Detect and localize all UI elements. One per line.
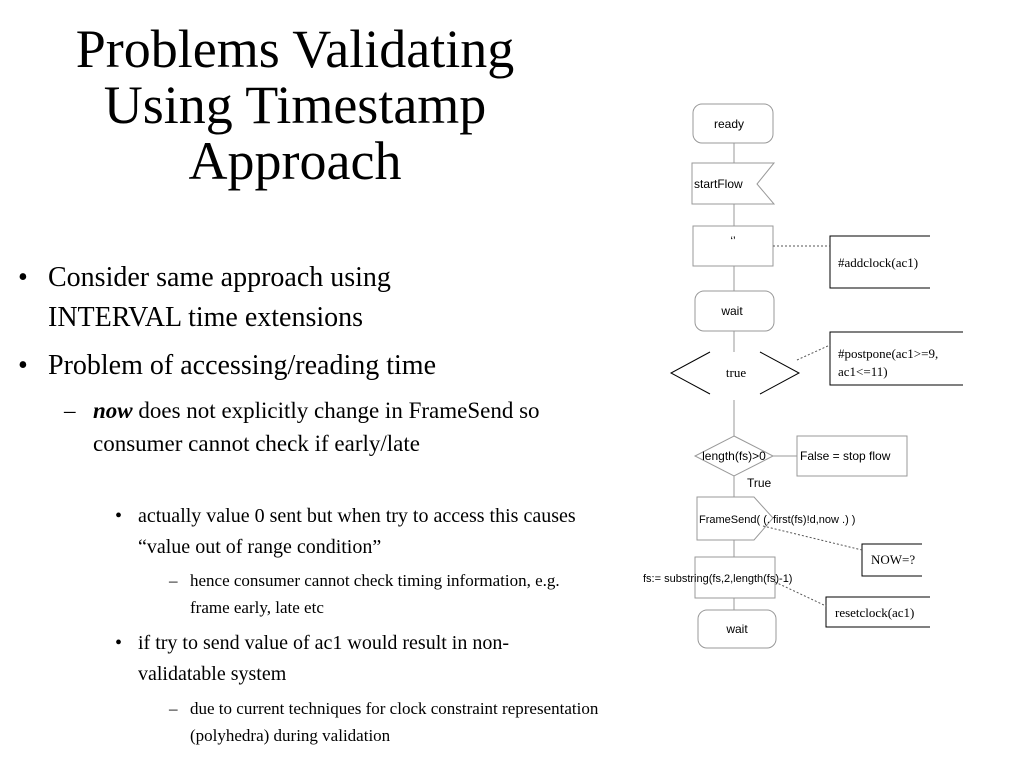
bullet-text: actually value 0 sent but when try to access this causes “value out of range condition” (138, 505, 576, 558)
bullet-text: hence consumer cannot check timing information, e.g. frame early, late etc (190, 571, 560, 617)
bullet-marker: – (169, 571, 178, 590)
true-branch-label: True (747, 476, 772, 490)
startflow-label: startFlow (694, 177, 743, 191)
decision-right-bracket (760, 352, 799, 394)
bullet-text: if try to send value of ac1 would result in non-validatable system (138, 632, 510, 685)
bullet-text: Problem of accessing/reading time (48, 350, 436, 381)
postpone-connector (797, 345, 830, 360)
task-quotes: ‘’ (730, 234, 736, 248)
title-line-1: Problems Validating (75, 19, 515, 79)
title-line-3: Approach (188, 131, 402, 191)
bullet-text: Consider same approach using INTERVAL time extensions (48, 262, 391, 333)
resetclock-connector (775, 582, 826, 606)
wait2-label: wait (726, 622, 748, 636)
bullet-marker: • (18, 262, 28, 293)
subbullet-marker: – (64, 398, 76, 423)
decision-left-bracket (671, 352, 710, 394)
postpone-note-line2: ac1<=11) (838, 364, 888, 379)
decision-true-label: true (725, 365, 747, 380)
ready-label: ready (713, 117, 745, 131)
title-line-2: Using Timestamp (103, 75, 487, 135)
now-rest: does not explicitly change in FrameSend so consumer cannot check if early/late (93, 398, 540, 456)
now-note: NOW=? (871, 552, 916, 567)
bullet-marker: • (18, 350, 28, 381)
framesend-label: FrameSend( (. first(fs)!d,now .) ) (699, 514, 856, 526)
now-emphasis: now (93, 398, 133, 423)
now-connector (763, 526, 862, 550)
assign-label: fs:= substring(fs,2,length(fs)-1) (643, 573, 793, 585)
postpone-note-line1: #postpone(ac1>=9, (838, 346, 939, 361)
addclock-note: #addclock(ac1) (838, 255, 919, 270)
bullet-marker: • (115, 505, 123, 527)
false-stop-label: False = stop flow (800, 449, 891, 463)
bullet-marker: • (115, 632, 123, 654)
bullet-marker: – (169, 699, 178, 718)
resetclock-note: resetclock(ac1) (835, 605, 915, 620)
length-decision-label: length(fs)>0 (702, 449, 766, 463)
bullet-text: due to current techniques for clock constraint representation (polyhedra) during validation (190, 699, 599, 745)
wait-label: wait (721, 304, 743, 318)
